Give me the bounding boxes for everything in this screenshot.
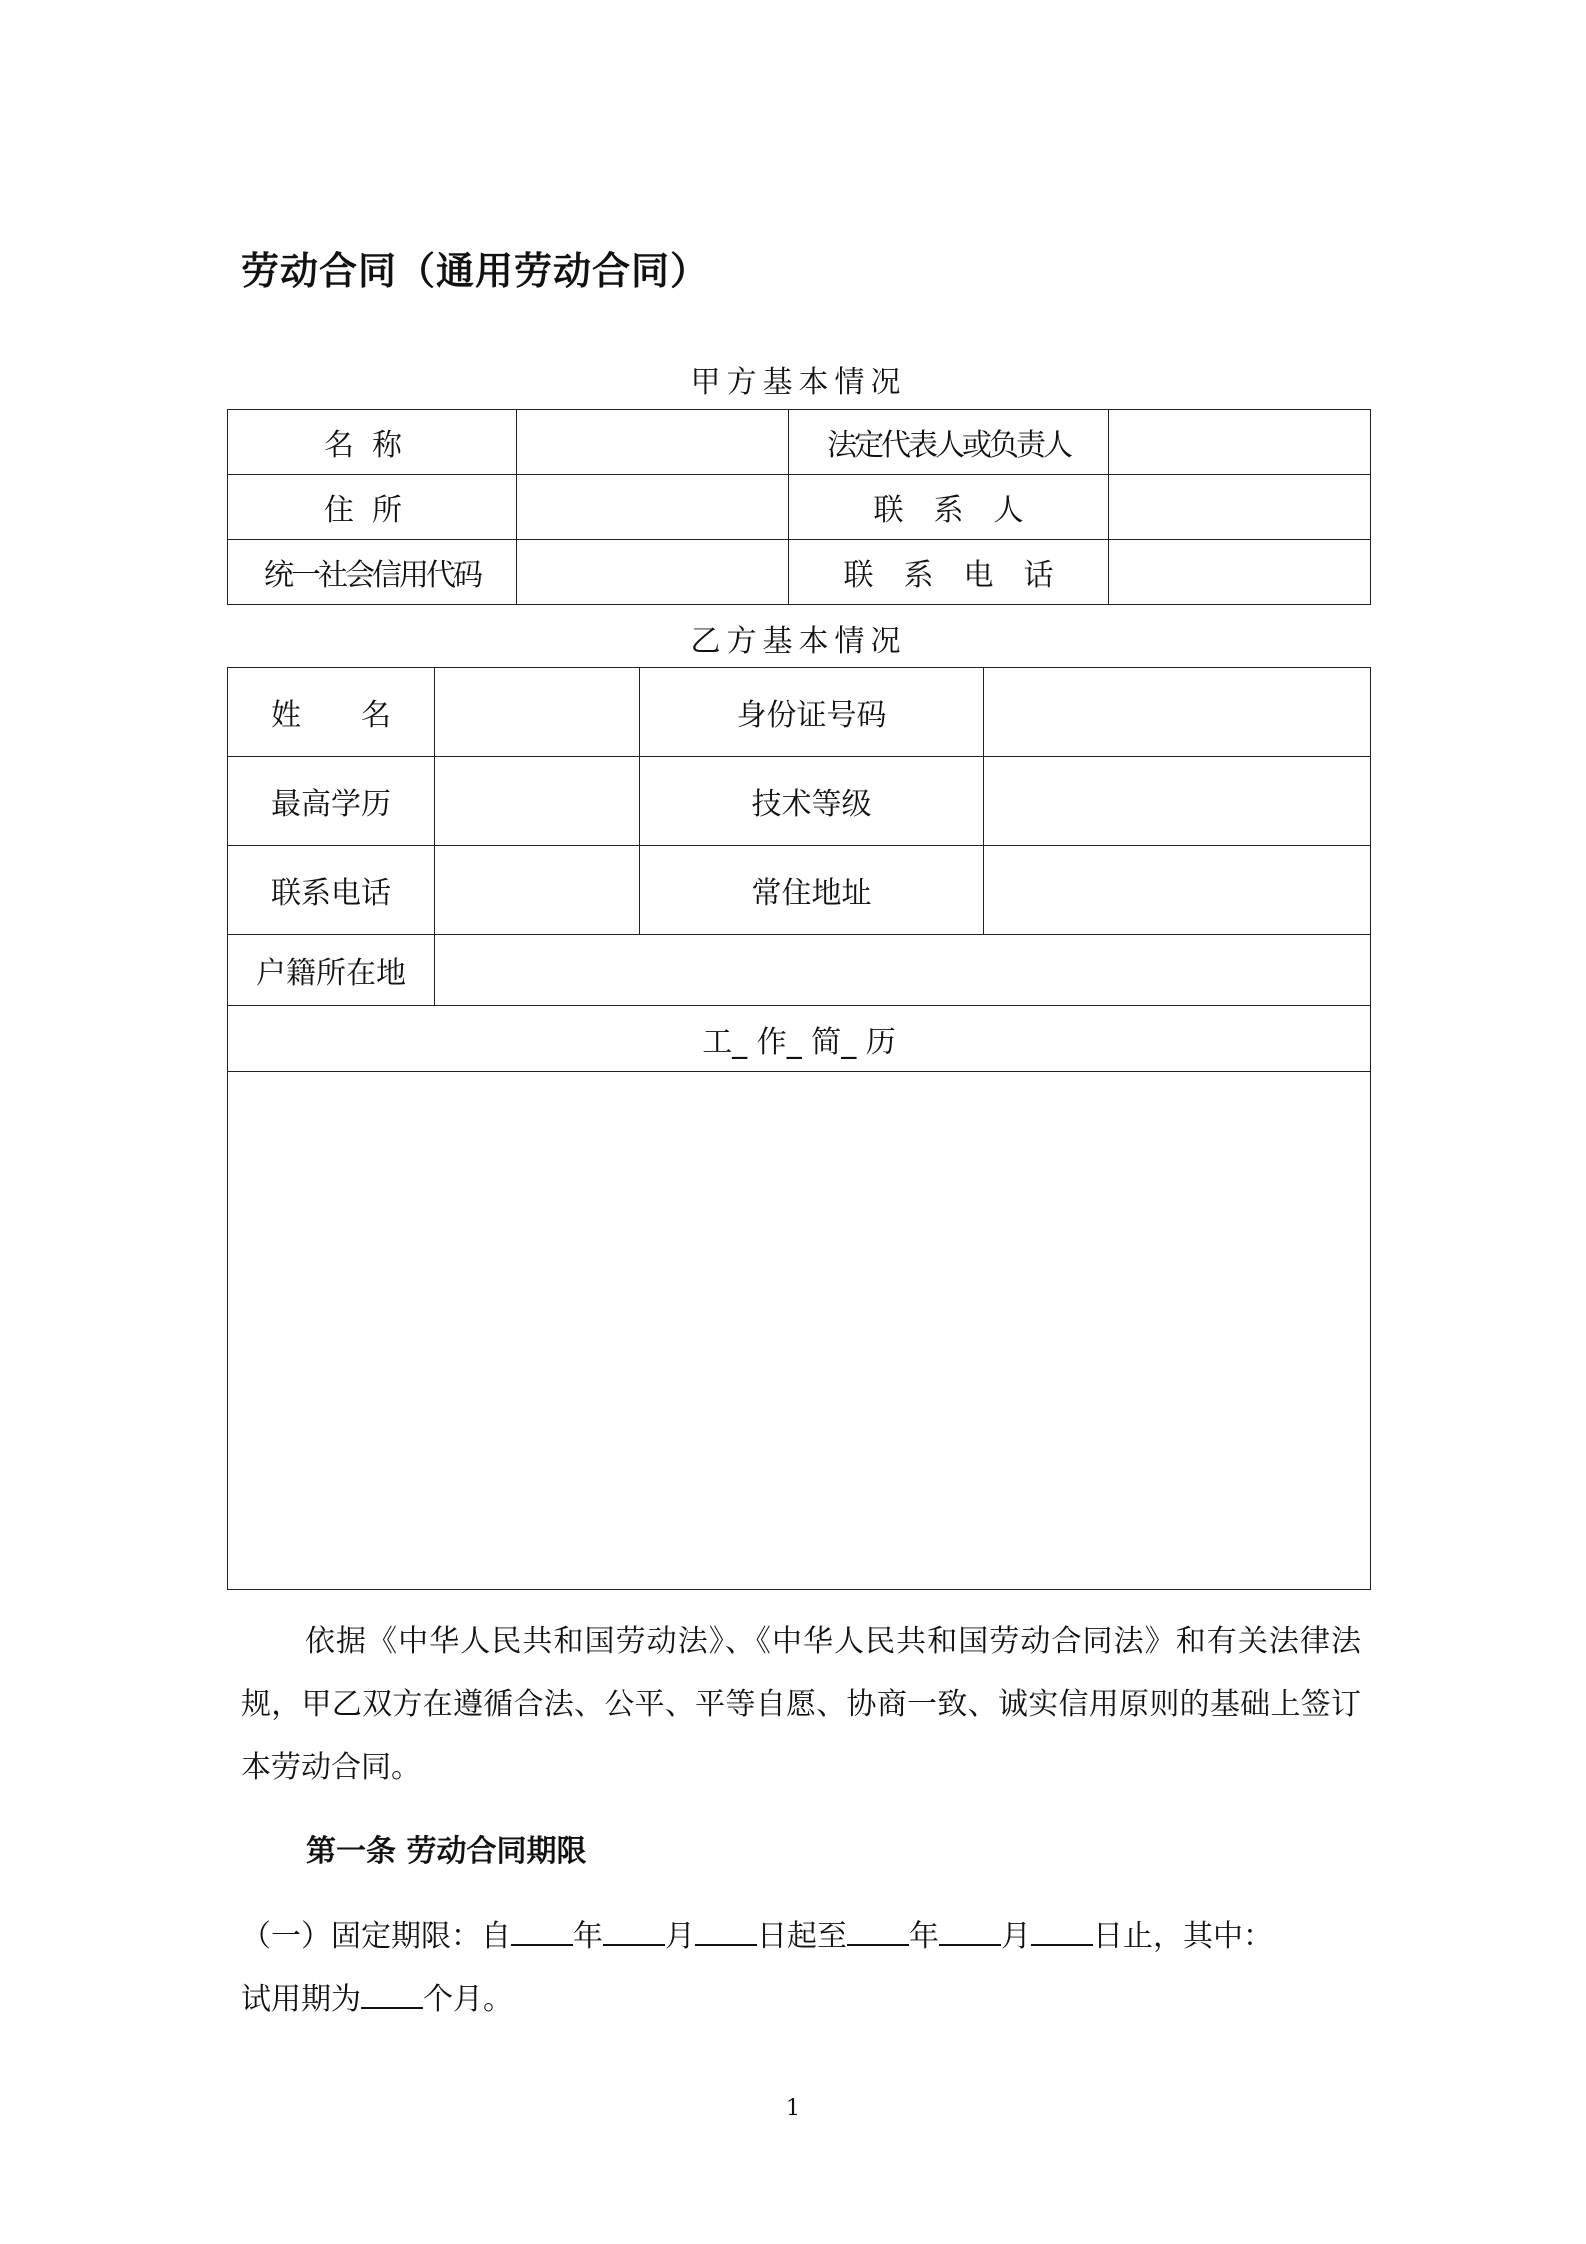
field-household[interactable]: [435, 935, 1371, 1006]
preamble-paragraph: 依据《中华人民共和国劳动法》、《中华人民共和国劳动合同法》和有关法律法规，甲乙双方在遵循合法、公平、平等自愿、协商一致、诚实信用原则的基础上签订本劳动合同。: [241, 1624, 1361, 1785]
label-education: 最高学历: [228, 757, 435, 846]
table-row: [228, 668, 1371, 757]
party-b-heading: 乙方基本情况: [690, 624, 907, 659]
label-name: 名称: [228, 410, 517, 475]
table-row: [228, 1072, 1371, 1590]
field-skill-level[interactable]: [984, 757, 1371, 846]
field-id-number[interactable]: [984, 668, 1371, 757]
label-id-number: 身份证号码: [640, 668, 984, 757]
year-label: 年: [909, 1919, 939, 1954]
field-credit-code[interactable]: [517, 540, 789, 605]
probation-suffix: 个月。: [423, 1982, 513, 2017]
resume-heading: 工_ 作_ 简_ 历: [228, 1006, 1371, 1072]
end-day-blank[interactable]: [1031, 1918, 1093, 1946]
field-contact-person[interactable]: [1109, 475, 1371, 540]
party-a-heading: 甲方基本情况: [690, 365, 907, 400]
table-row: [228, 540, 1371, 605]
page-number: 1: [786, 2096, 800, 2121]
party-a-table: [227, 409, 1371, 605]
table-row: [228, 757, 1371, 846]
field-legal-rep[interactable]: [1109, 410, 1371, 475]
field-resume[interactable]: [228, 1072, 1371, 1590]
start-year-blank[interactable]: [511, 1918, 573, 1946]
party-b-table: [227, 667, 1371, 1590]
label-legal-rep: 法定代表人或负责人: [789, 410, 1109, 475]
field-education[interactable]: [435, 757, 640, 846]
label-household: 户籍所在地: [228, 935, 435, 1006]
document-title: 劳动合同（通用劳动合同）: [241, 249, 710, 293]
day-from-label: 日起至: [757, 1919, 847, 1954]
article-1-title: 第一条 劳动合同期限: [306, 1834, 587, 1869]
field-name[interactable]: [517, 410, 789, 475]
field-phone[interactable]: [435, 846, 640, 935]
table-row: [228, 935, 1371, 1006]
probation-months-blank[interactable]: [361, 1981, 423, 2009]
end-month-blank[interactable]: [939, 1918, 1001, 1946]
start-month-blank[interactable]: [603, 1918, 665, 1946]
label-address: 住所: [228, 475, 517, 540]
table-row: [228, 1006, 1371, 1072]
fixed-term-clause: [241, 1905, 1361, 2031]
year-label: 年: [573, 1919, 603, 1954]
label-residence: 常住地址: [640, 846, 984, 935]
end-year-blank[interactable]: [847, 1918, 909, 1946]
start-day-blank[interactable]: [695, 1918, 757, 1946]
fixed-term-prefix: （一）固定期限：自: [241, 1919, 511, 1954]
label-credit-code: 统一社会信用代码: [228, 540, 517, 605]
day-to-label: 日止，其中：: [1093, 1919, 1273, 1954]
label-contact-person: 联 系 人: [789, 475, 1109, 540]
table-row: [228, 475, 1371, 540]
label-phone: 联系电话: [228, 846, 435, 935]
field-residence[interactable]: [984, 846, 1371, 935]
field-address[interactable]: [517, 475, 789, 540]
month-label: 月: [1001, 1919, 1031, 1954]
field-contact-phone[interactable]: [1109, 540, 1371, 605]
probation-prefix: 试用期为: [241, 1982, 361, 2017]
table-row: [228, 846, 1371, 935]
label-skill-level: 技术等级: [640, 757, 984, 846]
label-person-name: 姓 名: [228, 668, 435, 757]
month-label: 月: [665, 1919, 695, 1954]
field-person-name[interactable]: [435, 668, 640, 757]
table-row: [228, 410, 1371, 475]
label-contact-phone: 联 系 电 话: [789, 540, 1109, 605]
